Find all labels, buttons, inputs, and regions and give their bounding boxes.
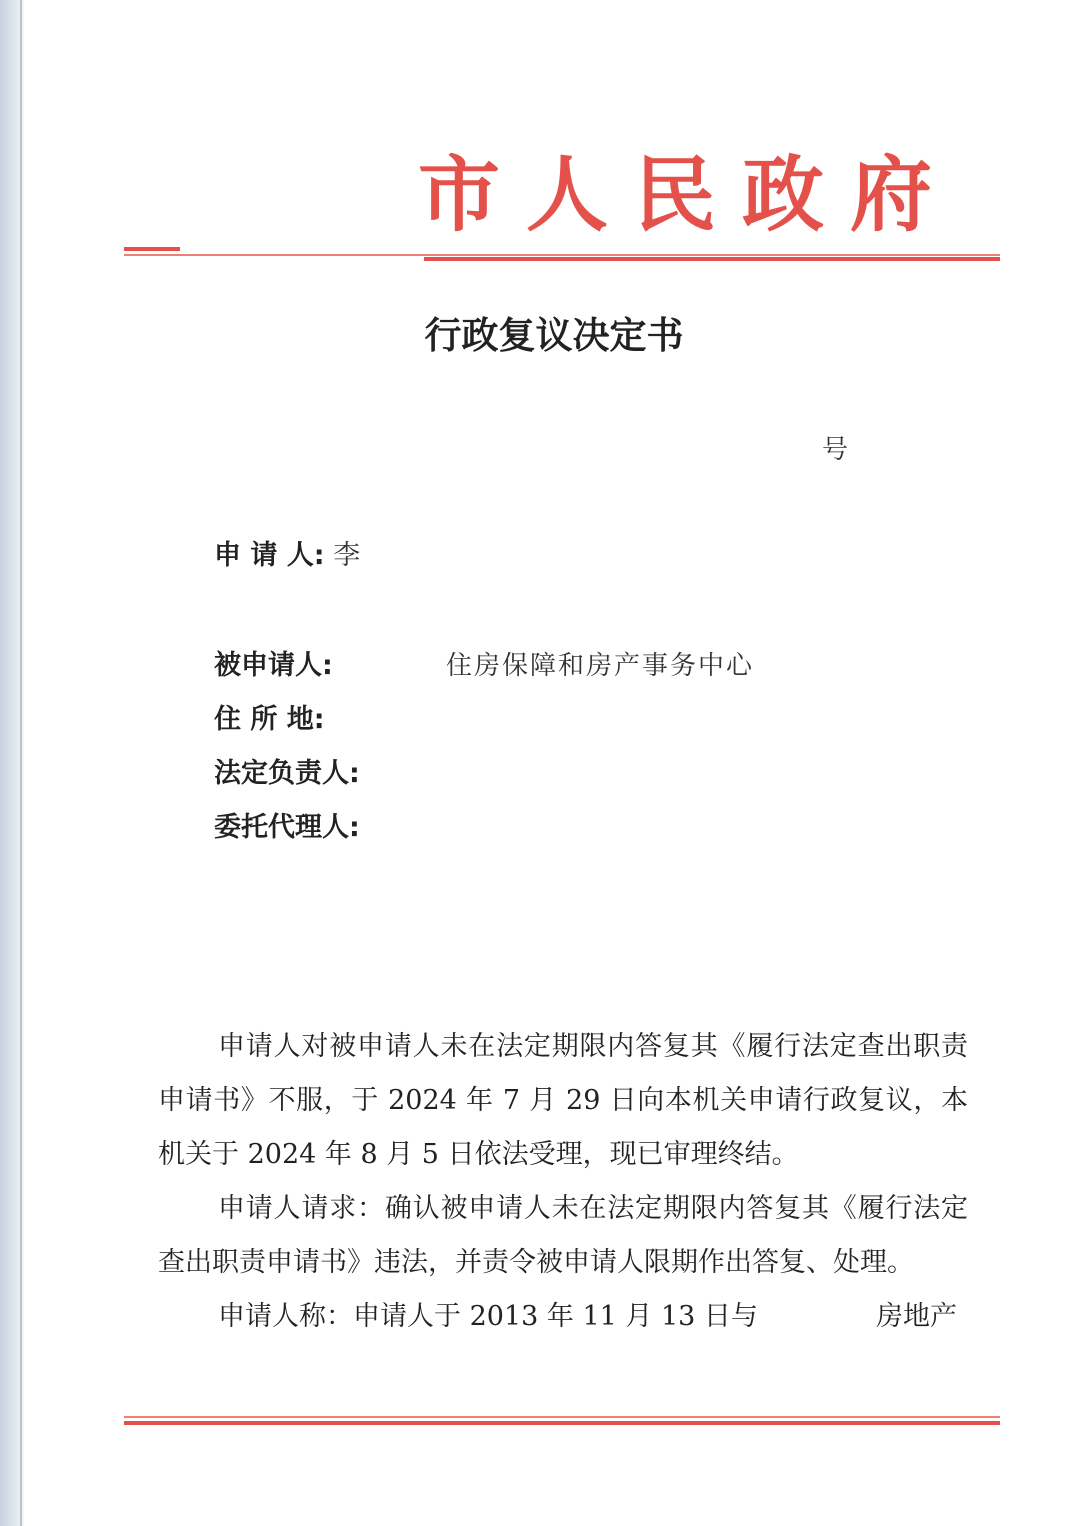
- document-title: 行政复议决定书: [424, 314, 684, 357]
- footer-rule-thin: [124, 1416, 1000, 1418]
- agent-row: [214, 808, 360, 848]
- address-label: 住 所 地:: [214, 704, 325, 735]
- footer-rule-thick: [124, 1421, 1000, 1425]
- footer-red-rule: [124, 1416, 1000, 1428]
- issuer-title: 市人民政府: [418, 147, 959, 243]
- applicant-value: 李: [333, 540, 361, 571]
- document-number: 号: [822, 435, 849, 465]
- header-rule-thin: [124, 254, 1000, 256]
- paragraph-1-text: 申请人对被申请人未在法定期限内答复其《履行法定查出职责申请书》不服，于 2024 年 7 月 29 日向本机关申请行政复议，本机关于 2024 年 8 月 5 日依法受理，现已审理终结。: [158, 1031, 968, 1170]
- applicant-row: [214, 536, 360, 576]
- applicant-label: 申 请 人:: [214, 540, 325, 571]
- paragraph-2-text: 申请人请求：确认被申请人未在法定期限内答复其《履行法定查出职责申请书》违法，并责令被申请人限期作出答复、处理。: [158, 1193, 968, 1278]
- respondent-row: [214, 646, 333, 686]
- legal-representative-row: [214, 754, 360, 794]
- paragraph-2: [158, 1182, 968, 1290]
- paragraph-1: [158, 1020, 968, 1182]
- header-rule-thick: [424, 257, 1000, 261]
- paragraph-3-tail: 房地产: [876, 1301, 957, 1332]
- legal-representative-label: 法定负责人:: [214, 758, 360, 789]
- address-row: [214, 700, 325, 740]
- header-rule-short: [124, 247, 180, 251]
- agent-label: 委托代理人:: [214, 812, 360, 843]
- paragraph-3-start: 申请人称：申请人于 2013 年 11 月 13 日与: [218, 1301, 758, 1332]
- header-red-rule: [124, 247, 1000, 261]
- respondent-value: 住房保障和房产事务中心: [446, 651, 755, 681]
- respondent-label: 被申请人:: [214, 650, 333, 681]
- scan-edge-line: [20, 0, 22, 1526]
